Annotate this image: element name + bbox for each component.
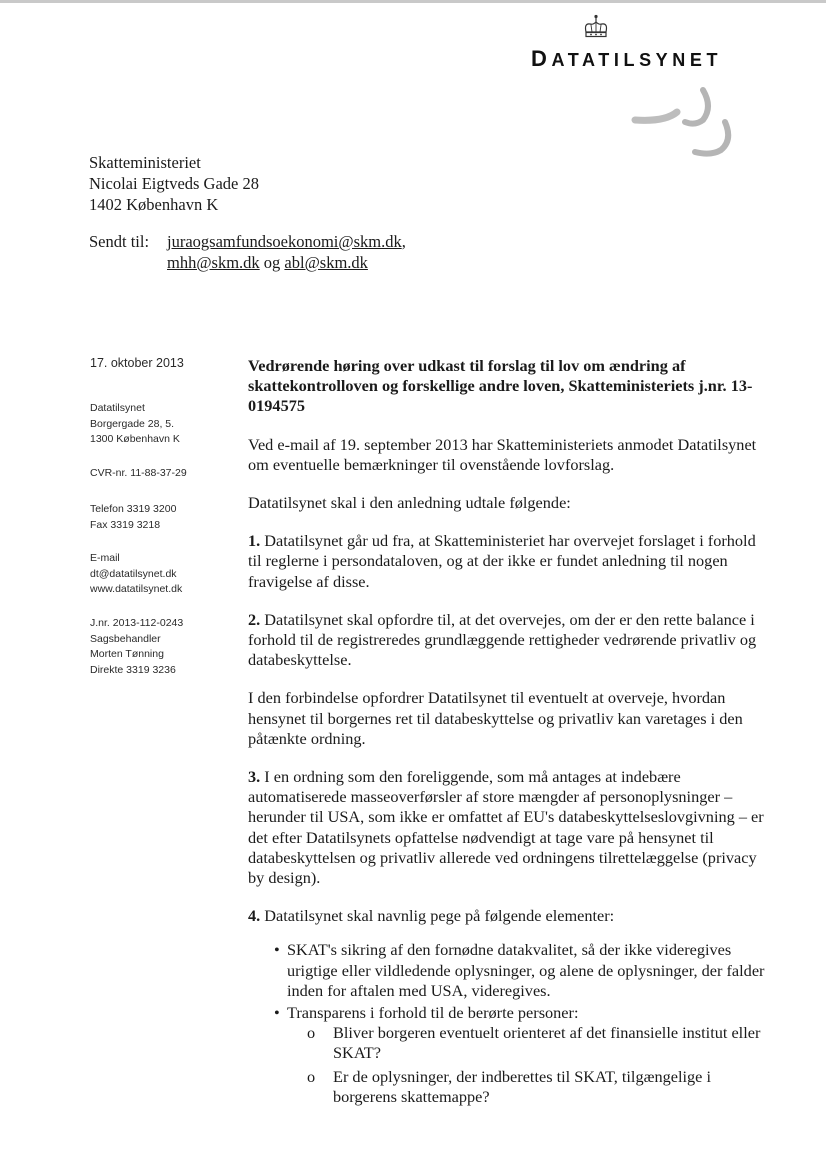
paragraph-2b: I den forbindelse opfordrer Datatilsynet til eventuelt at overveje, hvordan hensynet til borgernes ret til databeskyttelse og privatliv kan varetages i den påtænkte ordning.: [248, 688, 743, 748]
bullet-marker: •: [274, 1003, 280, 1023]
logo: [531, 46, 722, 72]
crown-icon: [582, 14, 610, 40]
sent-to-label: Sendt til:: [89, 232, 150, 251]
sender-address: [90, 401, 180, 448]
sub-list-item-text: Bliver borgeren eventuelt orienteret af det finansielle institut eller SKAT?: [333, 1023, 761, 1063]
sender-org: Datatilsynet: [90, 402, 145, 414]
letter-date: 17. oktober 2013: [90, 356, 184, 370]
paragraph-3: [248, 767, 773, 888]
paragraph-2: [248, 610, 773, 671]
list-item: [274, 940, 773, 1001]
intro-paragraph: Ved e-mail af 19. september 2013 har Skatteministeriets anmodet Datatilsynet om eventuelle bemærkninger til ovenstående lovforslag.: [248, 434, 757, 474]
fax-number: Fax 3319 3218: [90, 518, 161, 531]
paragraph-2-text: Datatilsynet skal opfordre til, at det overvejes, om der er den rette balance i forhold til de registreredes grundlæggende rettigheder vedrørende privatliv og databeskyttelse.: [248, 609, 757, 670]
sub-list-item: [307, 1066, 773, 1107]
email-link-2[interactable]: mhh@skm.dk: [167, 253, 260, 272]
recipient-name: Skatteministeriet: [89, 153, 201, 172]
list-item-text: SKAT's sikring af den fornødne datakvalitet, så der ikke videregives urigtige eller vildledende oplysninger, og alene de oplysninger, der falder inden for aftalen med USA, videregives.: [287, 940, 765, 1000]
journal-number: J.nr. 2013-112-0243: [90, 617, 184, 629]
paragraph-1-number: 1.: [248, 531, 261, 551]
direct-phone: Direkte 3319 3236: [90, 663, 176, 676]
recipient-city: 1402 København K: [89, 195, 219, 214]
bullet-marker: •: [274, 940, 280, 960]
email-link-3[interactable]: abl@skm.dk: [284, 253, 368, 272]
paragraph-4-text: Datatilsynet skal navnlig pege på følgende elementer:: [260, 906, 615, 926]
list-item-text: Transparens i forhold til de berørte personer:: [287, 1003, 579, 1023]
email-label: E-mail: [90, 552, 120, 564]
paragraph-3-number: 3.: [248, 767, 261, 787]
paragraph-1-text: Datatilsynet går ud fra, at Skatteministeriet har overvejet forslaget i forhold til reglerne i persondataloven, og at der ikke er fundet anledning til nogen fravigelse af disse.: [248, 531, 756, 591]
sub-list-item-text: Er de oplysninger, der indberettes til SKAT, tilgængelige i borgerens skattemappe?: [333, 1066, 711, 1106]
sub-list-item: [307, 1023, 773, 1063]
case-block: [90, 616, 183, 678]
paragraph-2-number: 2.: [248, 609, 261, 629]
sub-bullet-marker: o: [307, 1066, 316, 1086]
sender-city: 1300 København K: [90, 433, 180, 446]
letter-body: [248, 356, 773, 1110]
sent-to-block: [89, 231, 406, 273]
paragraph-1: [248, 531, 773, 592]
sender-email: dt@datatilsynet.dk: [90, 567, 177, 580]
case-handler-name: Morten Tønning: [90, 648, 164, 661]
top-border: [0, 0, 826, 3]
handwritten-marks: [625, 82, 735, 162]
bullet-list: [248, 940, 773, 1107]
letter-title: Vedrørende høring over udkast til forslag til lov om ændring af skattekontrolloven og forskellige andre loven, Skatteministeriets j.nr. 13-0194575: [248, 356, 753, 416]
sub-bullet-marker: o: [307, 1023, 316, 1043]
list-item: [274, 1003, 773, 1107]
recipient-street: Nicolai Eigtveds Gade 28: [89, 174, 259, 193]
logo-initial: D: [531, 46, 552, 71]
sender-website: www.datatilsynet.dk: [90, 583, 183, 596]
paragraph-3-text: I en ordning som den foreliggende, som må antages at indebære automatiserede masseoverførsler af store mængder af personoplysninger – herunder til USA, som ikke er omfattet af EU's databeskyttelseslovgivning – er det efter Datatilsynets opfattelse nødvendigt at tage vare på hensynet til databeskyttelsen og privatliv allerede ved ordningens tilrettelæggelse (privacy by design).: [248, 767, 764, 888]
email-link-1[interactable]: juraogsamfundsoekonomi@skm.dk: [167, 232, 402, 251]
email-conjunction: og: [259, 253, 285, 272]
paragraph-4: [248, 906, 773, 926]
lead-paragraph: Datatilsynet skal i den anledning udtale følgende:: [248, 493, 571, 513]
phone-block: [90, 502, 176, 533]
contact-block: [90, 551, 182, 598]
logo-rest: ATATILSYNET: [551, 50, 723, 70]
cvr-number: CVR-nr. 11-88-37-29: [90, 467, 187, 479]
email-separator: ,: [401, 232, 406, 251]
case-handler-label: Sagsbehandler: [90, 632, 161, 645]
recipient-address: [89, 152, 259, 215]
paragraph-4-number: 4.: [248, 906, 261, 926]
phone-number: Telefon 3319 3200: [90, 503, 177, 515]
sub-bullet-list: [287, 1023, 773, 1107]
sender-street: Borgergade 28, 5.: [90, 417, 175, 430]
